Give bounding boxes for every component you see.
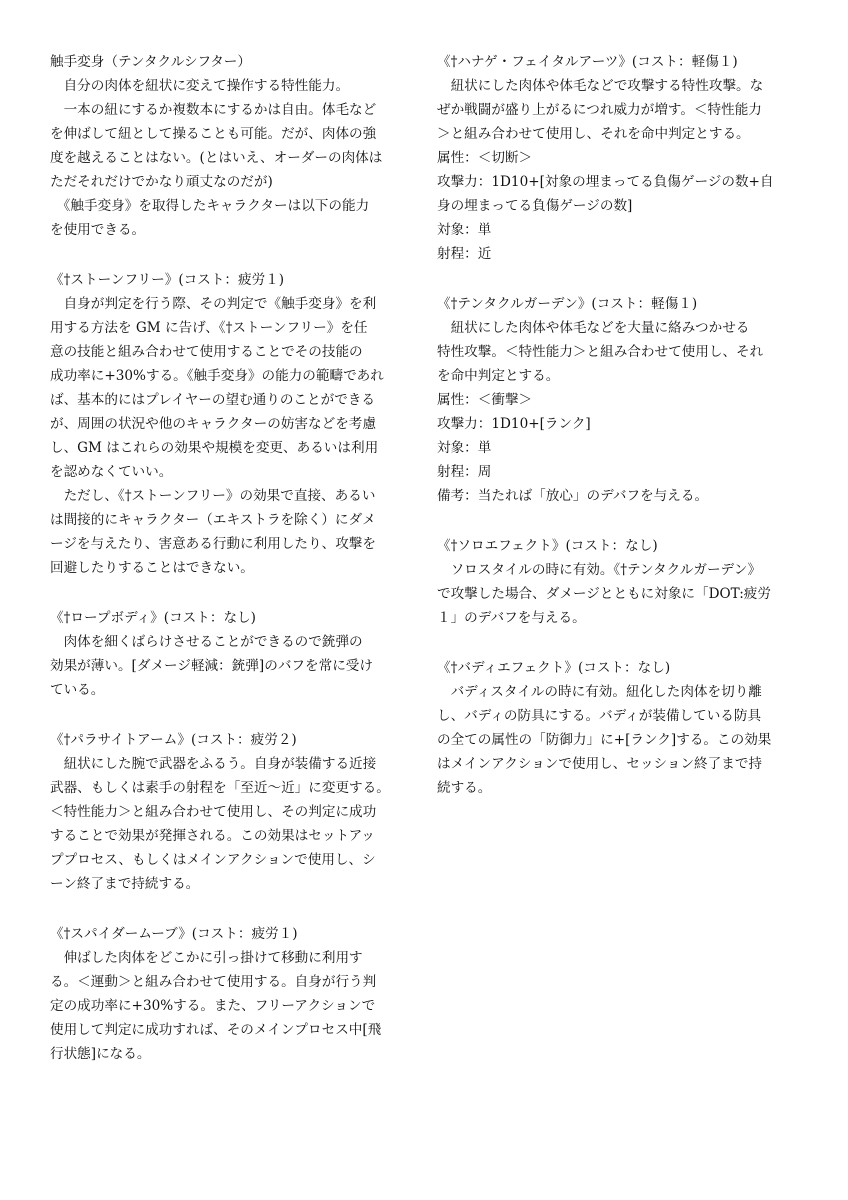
- text-line: は間接的にキャラクター（エキストラを除く）にダメ: [50, 512, 376, 528]
- section-heading: 《†テンタクルガーデン》(コスト：軽傷１): [437, 296, 698, 312]
- text-line: ージを与えたり、害意ある行動に利用したり、攻撃を: [50, 536, 376, 552]
- text-line: る。＜運動＞と組み合わせて使用する。自身が行う判: [50, 974, 377, 990]
- text-line: 備考：当たれば「放心」のデバフを与える。: [437, 488, 709, 504]
- text-line: を命中判定とする。: [437, 368, 560, 384]
- right-column: [437, 50, 802, 826]
- text-line: 用する方法を GM に告げ、《†ストーンフリー》を任: [50, 320, 368, 336]
- text-line: 対象：単: [437, 222, 492, 238]
- text-section: [437, 656, 802, 800]
- text-line: 属性：＜切断＞: [437, 150, 533, 166]
- text-line: 自分の肉体を紐状に変えて操作する特性能力。: [50, 78, 350, 94]
- text-line: ソロスタイルの時に有効。《†テンタクルガーデン》: [437, 562, 762, 578]
- text-line: 攻撃力：1D10+[対象の埋まってる負傷ゲージの数+自: [437, 174, 774, 190]
- text-line: し、GM はこれらの効果や規模を変更、あるいは利用: [50, 440, 379, 456]
- text-line: 射程：周: [437, 464, 492, 480]
- text-line: バディスタイルの時に有効。紐化した肉体を切り離: [437, 684, 762, 700]
- text-line: ただそれだけでかなり頑丈なのだが): [50, 174, 273, 190]
- text-line: 身の埋まってる負傷ゲージの数]: [437, 198, 633, 214]
- text-line: を使用できる。: [50, 222, 146, 238]
- text-line: で攻撃した場合、ダメージとともに対象に「DOT:疲労: [437, 586, 771, 602]
- text-line: ている。: [50, 682, 105, 698]
- text-line: の全ての属性の「防御力」に+[ランク]する。この効果: [437, 732, 772, 748]
- text-section: [50, 606, 415, 702]
- text-line: 紐状にした腕で武器をふるう。自身が装備する近接: [50, 756, 377, 772]
- text-section: [50, 922, 415, 1066]
- text-line: 《触手変身》を取得したキャラクターは以下の能力: [50, 198, 370, 214]
- text-section: [437, 292, 802, 508]
- text-line: ププロセス、もしくはメインアクションで使用し、シ: [50, 852, 376, 868]
- text-line: 行状態]になる。: [50, 1046, 151, 1062]
- text-line: 使用して判定に成功すれば、そのメインプロセス中[飛: [50, 1022, 382, 1038]
- text-section: [437, 534, 802, 630]
- left-column: [50, 50, 415, 1092]
- text-section: [50, 728, 415, 896]
- text-line: 伸ばした肉体をどこかに引っ掛けて移動に利用す: [50, 950, 363, 966]
- text-line: を認めなくていい。: [50, 464, 173, 480]
- text-line: 紐状にした肉体や体毛などを大量に絡みつかせる: [437, 320, 750, 336]
- section-heading: 《†バディエフェクト》(コスト：なし): [437, 660, 671, 676]
- text-line: 意の技能と組み合わせて使用することでその技能の: [50, 344, 363, 360]
- text-section: [437, 50, 802, 266]
- text-line: 一本の紐にするか複数本にするかは自由。体毛など: [50, 102, 377, 118]
- text-line: 対象：単: [437, 440, 492, 456]
- text-line: 肉体を細くばらけさせることができるので銃弾の: [50, 634, 363, 650]
- text-line: ＞と組み合わせて使用し、それを命中判定とする。: [437, 126, 750, 142]
- section-heading: 《†ハナゲ・フェイタルアーツ》(コスト：軽傷１): [437, 54, 738, 70]
- text-line: １」のデバフを与える。: [437, 610, 586, 626]
- text-section: [50, 50, 415, 242]
- text-line: 度を越えることはない。(とはいえ、オーダーの肉体は: [50, 150, 383, 166]
- text-section: [50, 268, 415, 580]
- text-line: 回避したりすることはできない。: [50, 560, 254, 576]
- text-line: ぜか戦闘が盛り上がるにつれ威力が増す。＜特性能力: [437, 102, 762, 118]
- section-heading: 《†ストーンフリー》(コスト：疲労１): [50, 272, 285, 288]
- text-line: 射程：近: [437, 246, 492, 262]
- text-line: 特性攻撃。＜特性能力＞と組み合わせて使用し、それ: [437, 344, 764, 360]
- text-line: ーン終了まで持続する。: [50, 876, 200, 892]
- text-line: ＜特性能力＞と組み合わせて使用し、その判定に成功: [50, 804, 377, 820]
- section-heading: 触手変身（テンタクルシフター）: [50, 54, 251, 70]
- text-line: 属性：＜衝撃＞: [437, 392, 533, 408]
- section-heading: 《†ロープボディ》(コスト：なし): [50, 610, 256, 626]
- text-line: ば、基本的にはプレイヤーの望む通りのことができる: [50, 392, 376, 408]
- text-line: はメインアクションで使用し、セッション終了まで持: [437, 756, 763, 772]
- section-heading: 《†ソロエフェクト》(コスト：なし): [437, 538, 658, 554]
- text-line: を伸ばして紐として操ることも可能。だが、肉体の強: [50, 126, 377, 142]
- text-line: 定の成功率に+30%する。また、フリーアクションで: [50, 998, 376, 1014]
- text-line: 自身が判定を行う際、その判定で《触手変身》を利: [50, 296, 377, 312]
- text-line: ただし、《†ストーンフリー》の効果で直接、あるい: [50, 488, 376, 504]
- text-line: 成功率に+30%する。《触手変身》の能力の範疇であれ: [50, 368, 384, 384]
- text-line: 続する。: [437, 780, 492, 796]
- text-line: 攻撃力：1D10+[ランク]: [437, 416, 591, 432]
- section-heading: 《†スパイダームーブ》(コスト：疲労１): [50, 926, 298, 942]
- text-line: することで効果が発揮される。この効果はセットアッ: [50, 828, 375, 844]
- text-line: し、バディの防具にする。バディが装備している防具: [437, 708, 762, 724]
- text-line: 効果が薄い。[ダメージ軽減：銃弾]のバフを常に受け: [50, 658, 373, 674]
- section-heading: 《†パラサイトアーム》(コスト：疲労２): [50, 732, 297, 748]
- text-line: が、周囲の状況や他のキャラクターの妨害などを考慮: [50, 416, 376, 432]
- text-line: 紐状にした肉体や体毛などで攻撃する特性攻撃。な: [437, 78, 764, 94]
- text-line: 武器、もしくは素手の射程を「至近～近」に変更する。: [50, 780, 390, 796]
